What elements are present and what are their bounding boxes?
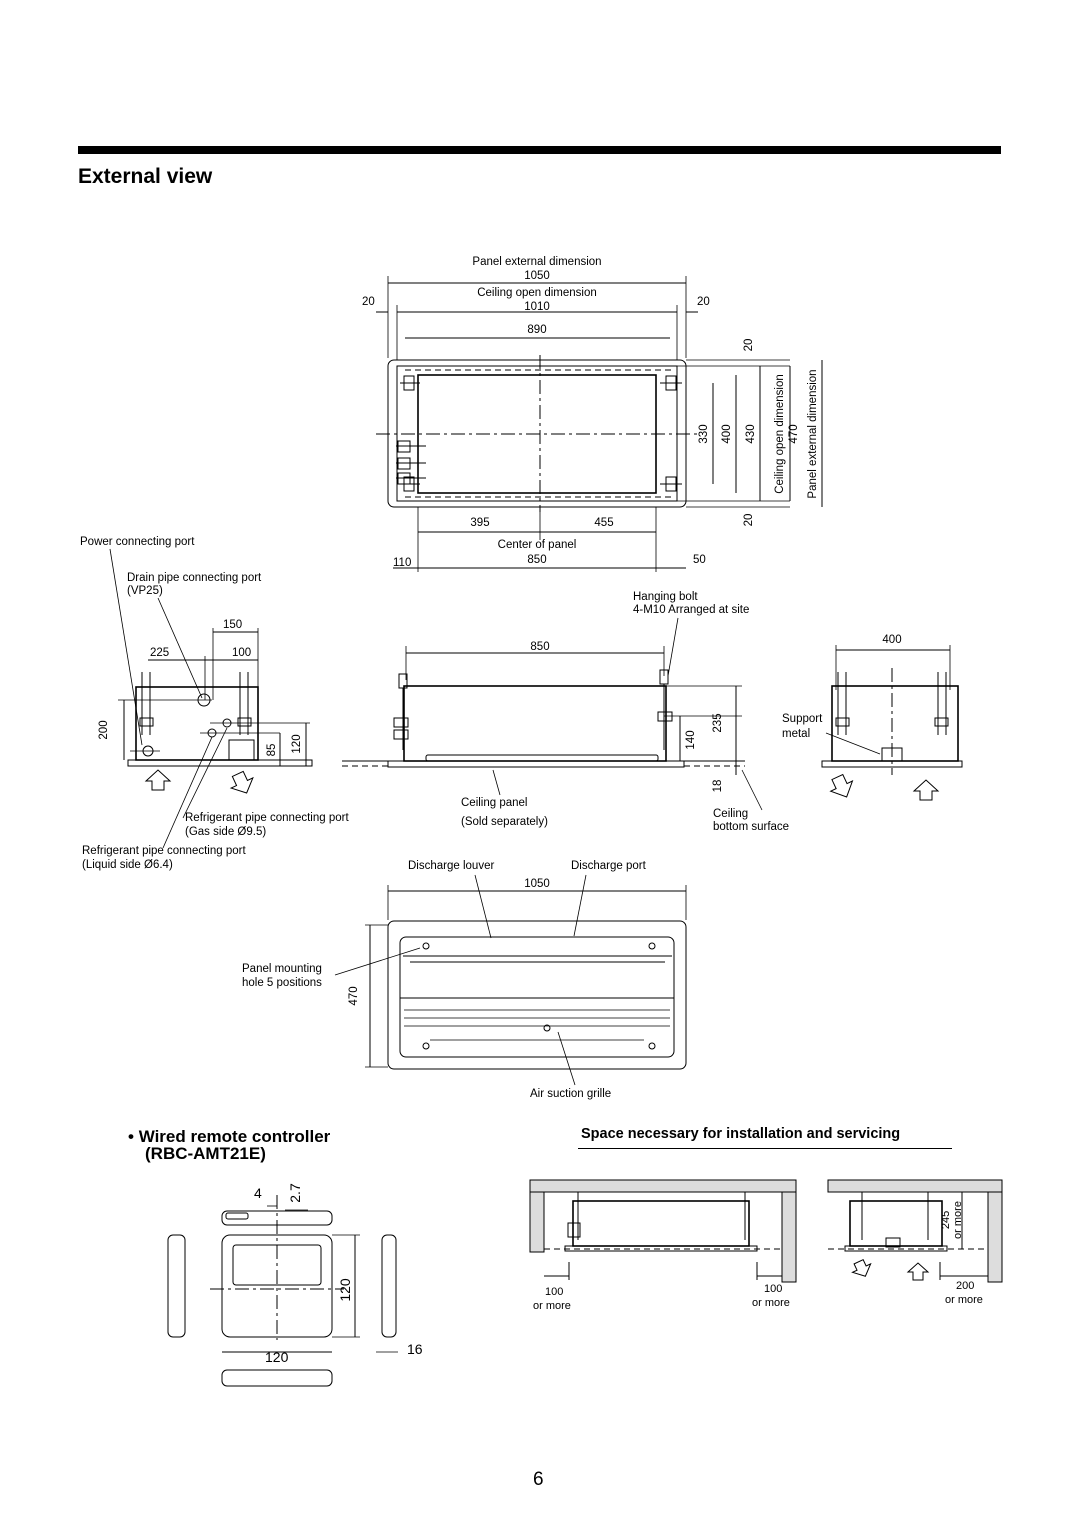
dim-200: 200: [98, 720, 110, 740]
dim-150: 150: [223, 619, 243, 631]
page-title: External view: [78, 165, 213, 188]
dim-20-right: 20: [697, 296, 710, 308]
remote-dim-2-7: 2.7: [287, 1183, 303, 1203]
unit-right-body: [832, 686, 958, 761]
nut-icon: [658, 712, 672, 721]
space-200: 200: [956, 1280, 975, 1292]
side-view: [80, 536, 349, 871]
leader-line: [493, 770, 500, 795]
dim-400: 400: [721, 424, 733, 444]
dim-20-left: 20: [362, 296, 375, 308]
ceiling-slab: [828, 1180, 1002, 1192]
pipe-port-icon: [394, 718, 408, 727]
ceiling-panel-label: Ceiling panel: [461, 797, 528, 809]
discharge-louver-label: Discharge louver: [408, 860, 495, 872]
top-view: [362, 256, 822, 572]
unit-body: [573, 1201, 749, 1246]
panel-external-label-v: Panel external dimension: [807, 369, 819, 499]
dim-85: 85: [266, 743, 278, 757]
panel-side: [128, 760, 312, 766]
dim-470: 470: [348, 986, 360, 1006]
vp25-label: (VP25): [127, 585, 163, 597]
mounting-hole-icon: [649, 943, 655, 949]
remote-dim-120-width: 120: [265, 1349, 289, 1365]
space-or-more-b: or more: [752, 1297, 790, 1309]
panel-outline: [388, 921, 686, 1069]
leader-line: [335, 948, 420, 975]
sold-separately-label: (Sold separately): [461, 816, 548, 828]
front-view: [342, 591, 789, 833]
m10-label: 4-M10 Arranged at site: [633, 604, 750, 616]
dim-890: 890: [527, 324, 547, 336]
space-or-more-a: or more: [533, 1300, 571, 1312]
right-view: [782, 634, 962, 802]
space-or-more-c: or more: [952, 1201, 964, 1239]
mounting-hole-icon: [423, 1043, 429, 1049]
dim-20-bottom: 20: [743, 513, 755, 527]
air-out-arrow-icon: [826, 772, 857, 802]
dim-225: 225: [150, 647, 170, 659]
air-in-arrow-icon: [908, 1263, 928, 1280]
metal-label: metal: [782, 728, 811, 740]
air-in-arrow-icon: [914, 780, 938, 800]
center-of-panel-label: Center of panel: [497, 539, 577, 551]
dim-120: 120: [291, 734, 303, 754]
support-label: Support: [782, 713, 823, 725]
air-out-arrow-icon: [850, 1258, 875, 1281]
dim-1050: 1050: [524, 270, 550, 282]
ceiling-panel-front: [388, 761, 684, 767]
hanging-bolt-label: Hanging bolt: [633, 591, 698, 603]
ref-gas-label: Refrigerant pipe connecting port: [185, 812, 349, 824]
wall-left: [530, 1192, 544, 1252]
power-port-label: Power connecting port: [80, 536, 195, 548]
dim-140: 140: [685, 730, 697, 750]
dim-850: 850: [527, 554, 547, 566]
leader-line: [668, 618, 678, 676]
ref-liquid-label: Refrigerant pipe connecting port: [82, 845, 246, 857]
page-number: 6: [533, 1469, 544, 1490]
panel-view: [242, 860, 686, 1100]
remote-dim-120-height: 120: [337, 1278, 353, 1302]
bottom-surface-label: bottom surface: [713, 821, 790, 833]
leader-line: [475, 875, 491, 938]
air-in-arrow-icon: [146, 770, 170, 790]
ceiling-open-label-v: Ceiling open dimension: [774, 374, 786, 494]
dim-235: 235: [712, 713, 724, 733]
wall-right: [782, 1192, 796, 1282]
dim-20-top: 20: [743, 338, 755, 352]
unit-front-body: [404, 686, 666, 761]
space-drawing: [530, 1180, 1002, 1312]
space-or-more-d: or more: [945, 1294, 983, 1306]
remote-dim-16: 16: [407, 1341, 423, 1357]
gas-side-label: (Gas side Ø9.5): [185, 826, 267, 838]
discharge-port-label: Discharge port: [571, 860, 646, 872]
dim-330: 330: [698, 424, 710, 444]
remote-bottom-profile: [222, 1370, 332, 1386]
dim-455: 455: [594, 517, 614, 529]
mounting-hole-icon: [649, 1043, 655, 1049]
remote-side-right: [382, 1235, 396, 1337]
leader-line: [574, 875, 586, 936]
dim-395: 395: [470, 517, 490, 529]
space-245: 245: [940, 1210, 952, 1230]
leader-line: [742, 770, 762, 810]
liquid-side-label: (Liquid side Ø6.4): [82, 859, 173, 871]
leader-line: [826, 733, 880, 754]
remote-drawing: [168, 1183, 423, 1386]
dim-470: 470: [788, 424, 800, 444]
leader-line: [183, 728, 227, 818]
remote-heading-line1: Wired remote controller: [138, 1127, 331, 1146]
pipe-port-icon: [394, 730, 408, 739]
wall-right: [988, 1192, 1002, 1282]
dim-400: 400: [882, 634, 902, 646]
hole-label: hole 5 positions: [242, 977, 322, 989]
air-out-arrow-icon: [227, 769, 258, 798]
mounting-label: Panel mounting: [242, 963, 322, 975]
bullet: •: [128, 1127, 139, 1146]
dim-50: 50: [693, 554, 706, 566]
louver-front: [426, 755, 658, 761]
ceiling-open-label: Ceiling open dimension: [477, 287, 597, 299]
panel-inner: [400, 937, 674, 1057]
air-suction-label: Air suction grille: [530, 1088, 612, 1100]
space-heading: Space necessary for installation and servicing: [581, 1126, 901, 1142]
dim-1010: 1010: [524, 301, 550, 313]
drain-pan: [229, 740, 254, 760]
remote-side-left: [168, 1235, 185, 1337]
drain-port-label: Drain pipe connecting port: [127, 572, 262, 584]
dim-850: 850: [530, 641, 550, 653]
dim-430: 430: [745, 424, 757, 444]
panel-external-label: Panel external dimension: [472, 256, 602, 268]
space-100a: 100: [545, 1286, 564, 1298]
dim-18: 18: [712, 779, 724, 793]
dim-100: 100: [232, 647, 252, 659]
space-100b: 100: [764, 1283, 783, 1295]
ceiling-slab: [530, 1180, 796, 1192]
remote-heading-line2: (RBC-AMT21E): [145, 1144, 266, 1163]
remote-dim-4: 4: [254, 1185, 262, 1201]
ceiling-label: Ceiling: [713, 808, 749, 820]
remote-top-detail: [226, 1213, 248, 1219]
dim-110: 110: [393, 557, 412, 569]
mounting-hole-icon: [423, 943, 429, 949]
dim-1050: 1050: [524, 878, 550, 890]
